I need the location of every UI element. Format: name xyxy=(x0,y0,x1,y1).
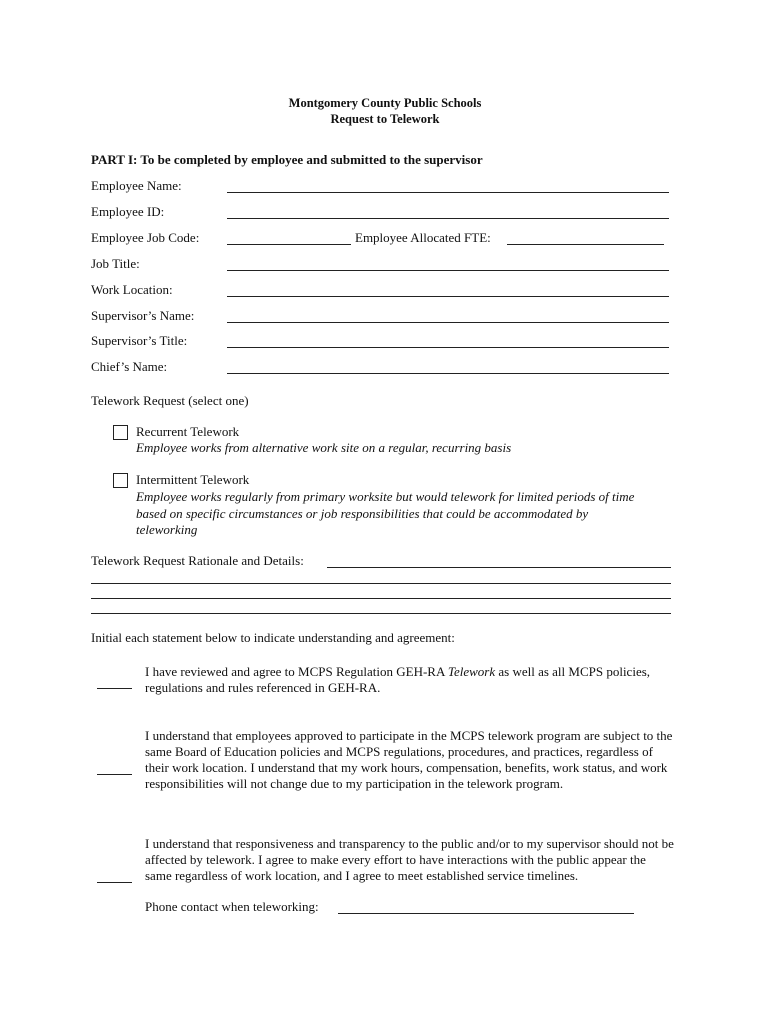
initial-field-3[interactable] xyxy=(97,882,132,883)
form-title: Request to Telework xyxy=(330,112,440,126)
employee-name-label: Employee Name: xyxy=(91,178,182,193)
intermittent-telework-desc-3: teleworking xyxy=(136,522,198,537)
rationale-field-line-4[interactable] xyxy=(91,613,671,614)
initials-instruction: Initial each statement below to indicate understanding and agreement: xyxy=(91,630,455,645)
work-location-field[interactable] xyxy=(227,296,669,297)
chief-name-label: Chief’s Name: xyxy=(91,359,168,374)
rationale-field-line-1[interactable] xyxy=(327,567,671,568)
org-name: Montgomery County Public Schools xyxy=(288,96,482,110)
fte-field[interactable] xyxy=(507,244,664,245)
intermittent-telework-checkbox[interactable] xyxy=(113,473,128,488)
recurrent-telework-label: Recurrent Telework xyxy=(136,424,240,439)
supervisor-title-field[interactable] xyxy=(227,347,669,348)
intermittent-telework-label: Intermittent Telework xyxy=(136,472,250,487)
supervisor-name-label: Supervisor’s Name: xyxy=(91,308,195,323)
employee-id-label: Employee ID: xyxy=(91,204,165,219)
recurrent-telework-checkbox[interactable] xyxy=(113,425,128,440)
initial-field-2[interactable] xyxy=(97,774,132,775)
statement-2: I understand that employees approved to participate in the MCPS telework program are subject to the same Board of Education policies and MCPS regulations, procedures, and practices, regardless of their work location. I understand that my work hours, compensation, benefits, work status, and work responsibilities will not change due to my participation in the telework program. xyxy=(145,728,673,791)
job-title-label: Job Title: xyxy=(91,256,140,271)
recurrent-telework-desc: Employee works from alternative work site on a regular, recurring basis xyxy=(136,440,512,455)
statement-1: I have reviewed and agree to MCPS Regulation GEH-RA Telework as well as all MCPS policies, regulations and rules referenced in GEH-RA. xyxy=(145,664,651,695)
phone-contact-label: Phone contact when teleworking: xyxy=(145,899,319,914)
telework-prompt: Telework Request (select one) xyxy=(91,393,249,408)
statement-3: I understand that responsiveness and transparency to the public and/or to my supervisor should not be affected by telework. I agree to make every effort to have interactions with the public appear the same regardless of work location, and I agree to meet established service timelines. xyxy=(145,836,674,883)
part1-heading: PART I: To be completed by employee and submitted to the supervisor xyxy=(91,152,483,167)
phone-contact-field[interactable] xyxy=(338,913,634,914)
job-code-label: Employee Job Code: xyxy=(91,230,200,245)
intermittent-telework-desc-2: based on specific circumstances or job responsibilities that could be accommodated by xyxy=(136,506,589,521)
initial-field-1[interactable] xyxy=(97,688,132,689)
intermittent-telework-desc-1: Employee works regularly from primary worksite but would telework for limited periods of time xyxy=(136,489,635,504)
chief-name-field[interactable] xyxy=(227,373,669,374)
job-code-field[interactable] xyxy=(227,244,351,245)
rationale-field-line-2[interactable] xyxy=(91,583,671,584)
supervisor-name-field[interactable] xyxy=(227,322,669,323)
employee-name-field[interactable] xyxy=(227,192,669,193)
employee-id-field[interactable] xyxy=(227,218,669,219)
rationale-field-line-3[interactable] xyxy=(91,598,671,599)
supervisor-title-label: Supervisor’s Title: xyxy=(91,333,188,348)
fte-label: Employee Allocated FTE: xyxy=(355,230,491,245)
job-title-field[interactable] xyxy=(227,270,669,271)
rationale-label: Telework Request Rationale and Details: xyxy=(91,553,304,568)
work-location-label: Work Location: xyxy=(91,282,173,297)
